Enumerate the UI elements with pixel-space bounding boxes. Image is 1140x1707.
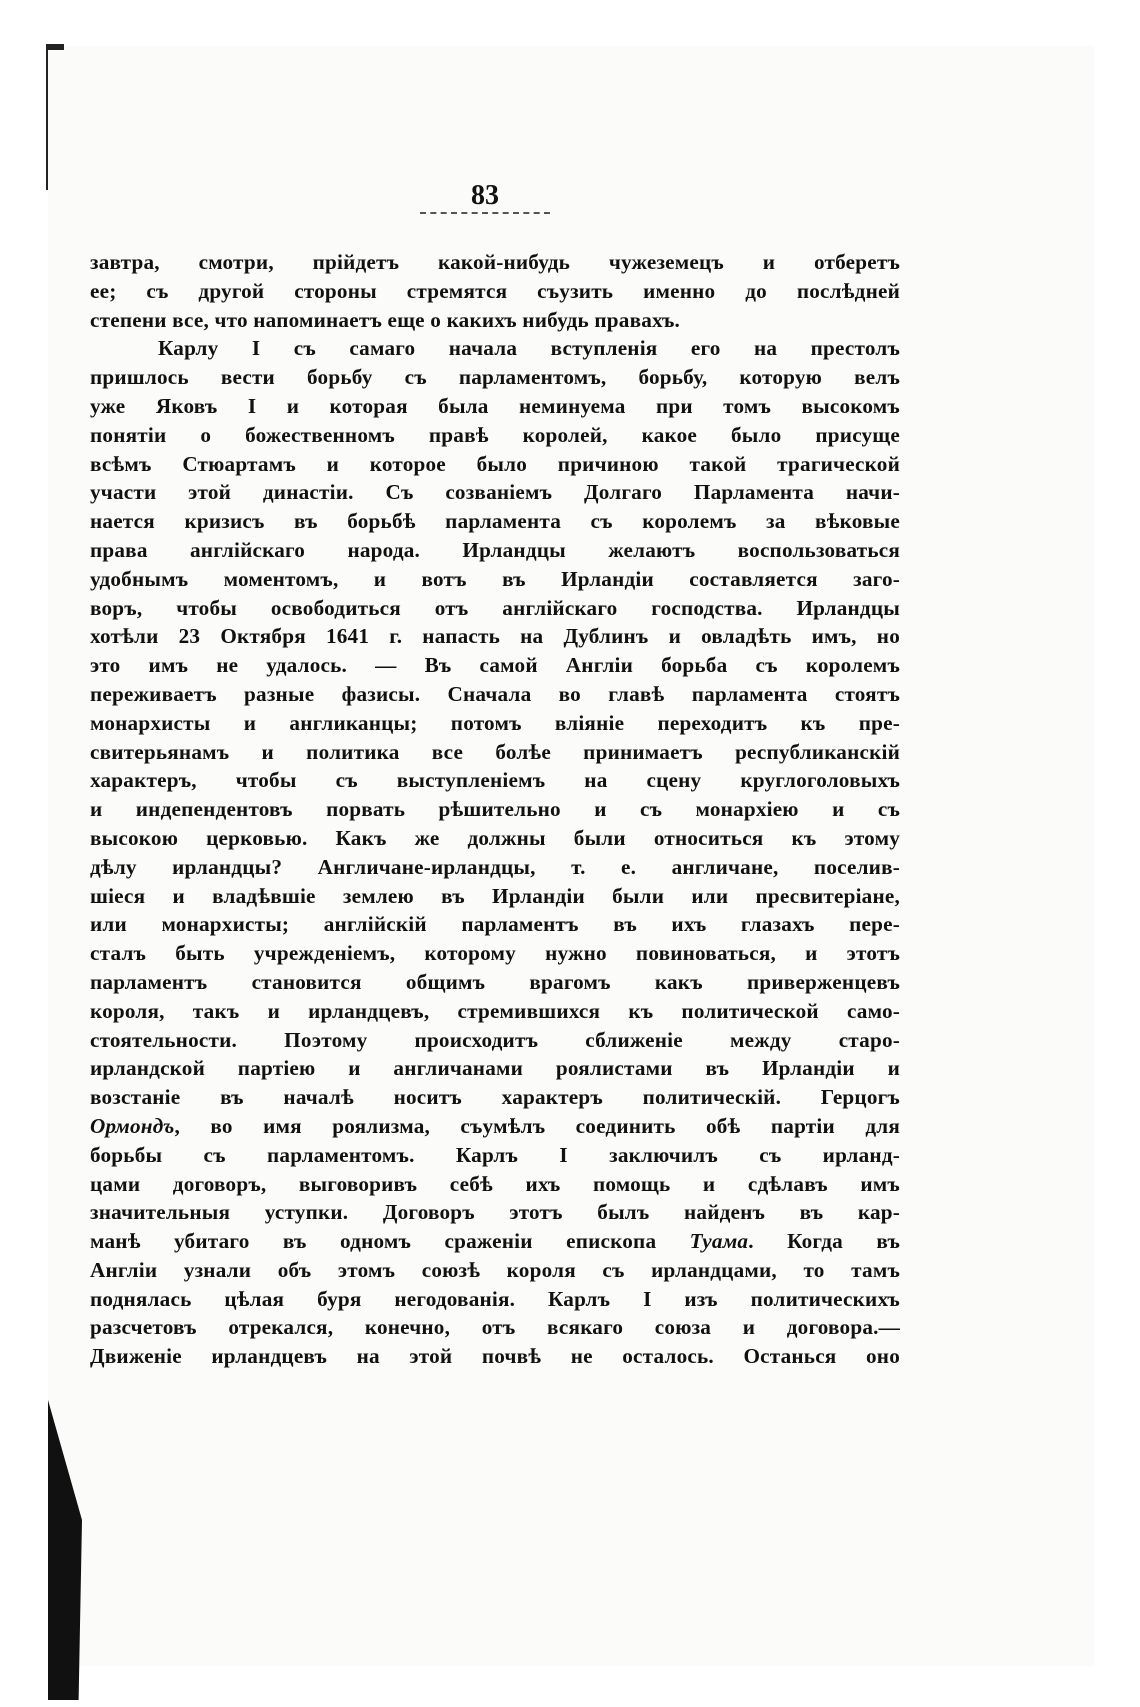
scan-edge-mark: [46, 44, 64, 50]
text-line: цами договоръ, выговоривъ себѣ ихъ помощь и сдѣлавъ имъ: [90, 1171, 900, 1196]
name-tuam: Туама: [689, 1229, 749, 1254]
text-line: это имъ не удалось. — Въ самой Англіи борьба съ королемъ: [90, 653, 900, 678]
text-line: хотѣли 23 Октября 1641 г. напасть на Дублинъ и овладѣть имъ, но: [90, 624, 900, 649]
text-line: всѣмъ Стюартамъ и которое было причиною такой трагической: [90, 451, 900, 476]
text-line: значительныя уступки. Договоръ этотъ былъ найденъ въ кар-: [90, 1200, 900, 1225]
page-number-underline: [420, 212, 550, 214]
text-line: характеръ, чтобы съ выступленіемъ на сцену круглоголовыхъ: [90, 768, 900, 793]
text-line: участи этой династіи. Съ созваніемъ Долгаго Парламента начи-: [90, 480, 900, 505]
text-line: понятіи о божественномъ правѣ королей, какое было присуще: [90, 422, 900, 447]
text-line: сталъ быть учрежденіемъ, которому нужно повиноваться, и этотъ: [90, 941, 900, 966]
scan-edge-rule: [46, 50, 48, 190]
text-line: пришлось вести борьбу съ парламентомъ, борьбу, которую велъ: [90, 365, 900, 390]
text-line: завтра, смотри, прійдетъ какой-нибудь чужеземецъ и отберетъ: [90, 250, 900, 274]
text-line: высокою церковью. Какъ же должны были относиться къ этому: [90, 825, 900, 850]
text-line: права англійскаго народа. Ирландцы желаютъ воспользоваться: [90, 537, 900, 562]
text-line-pre: манѣ убитаго въ одномъ сраженіи епископа: [90, 1229, 690, 1254]
text-line: Карлу I съ самаго начала вступленія его на престолъ: [158, 336, 900, 361]
text-line: Англіи узнали объ этомъ союзѣ короля съ ирландцами, то тамъ: [90, 1257, 900, 1282]
text-line: или монархисты; англійскій парламентъ въ ихъ глазахъ пере-: [90, 912, 900, 937]
body-text: [90, 248, 900, 1371]
text-line: шіеся и владѣвшіе землею въ Ирландіи были или пресвитеріане,: [90, 883, 900, 908]
text-line: короля, такъ и ирландцевъ, стремившихся къ политической само-: [90, 998, 900, 1023]
text-line: возстаніе въ началѣ носитъ характеръ политическій. Герцогъ: [90, 1085, 900, 1110]
text-line: удобнымъ моментомъ, и вотъ въ Ирландіи составляется заго-: [90, 566, 900, 591]
text-line: и индепендентовъ порвать рѣшительно и съ монархіею и съ: [90, 797, 900, 822]
text-line: ирландской партіею и англичанами роялистами въ Ирландіи и: [90, 1056, 900, 1081]
text-line: борьбы съ парламентомъ. Карлъ I заключилъ съ ирланд-: [90, 1142, 900, 1167]
name-ormond: Ормондъ: [90, 1113, 175, 1138]
text-line-rest: , во имя роялизма, съумѣлъ соединить обѣ партіи для: [174, 1113, 900, 1138]
text-line: воръ, чтобы освободиться отъ англійскаго господства. Ирландцы: [90, 595, 900, 620]
text-line: стоятельности. Поэтому происходитъ сближеніе между старо-: [90, 1027, 900, 1052]
text-line: Движеніе ирландцевъ на этой почвѣ не осталось. Останься оно: [90, 1344, 900, 1369]
text-line: переживаетъ разные фазисы. Сначала во главѣ парламента стоятъ: [90, 681, 900, 706]
text-line-rest: . Когда въ: [748, 1229, 901, 1254]
text-line: степени все, что напоминаетъ еще о какихъ нибудь правахъ.: [90, 307, 681, 332]
text-line-tuam: [90, 1227, 900, 1256]
text-line: разсчетовъ отрекался, конечно, отъ всякаго союза и договора.—: [90, 1315, 900, 1340]
text-line: свитерьянамъ и политика все болѣе принимаетъ республиканскій: [90, 739, 900, 764]
text-line: дѣлу ирландцы? Англичане-ирландцы, т. е. англичане, поселив-: [90, 854, 900, 879]
page-number: 83: [471, 180, 499, 211]
text-line: поднялась цѣлая буря негодованія. Карлъ I изъ политическихъ: [90, 1286, 900, 1311]
text-line: ее; съ другой стороны стремятся съузить именно до послѣдней: [90, 278, 900, 303]
text-line: нается кризисъ въ борьбѣ парламента съ королемъ за вѣковые: [90, 509, 900, 534]
text-line: уже Яковъ I и которая была неминуема при томъ высокомъ: [90, 393, 900, 418]
text-line: парламентъ становится общимъ врагомъ какъ приверженцевъ: [90, 969, 900, 994]
text-line-ormond: [90, 1112, 900, 1141]
text-line: монархисты и англиканцы; потомъ вліяніе переходитъ къ пре-: [90, 710, 900, 735]
